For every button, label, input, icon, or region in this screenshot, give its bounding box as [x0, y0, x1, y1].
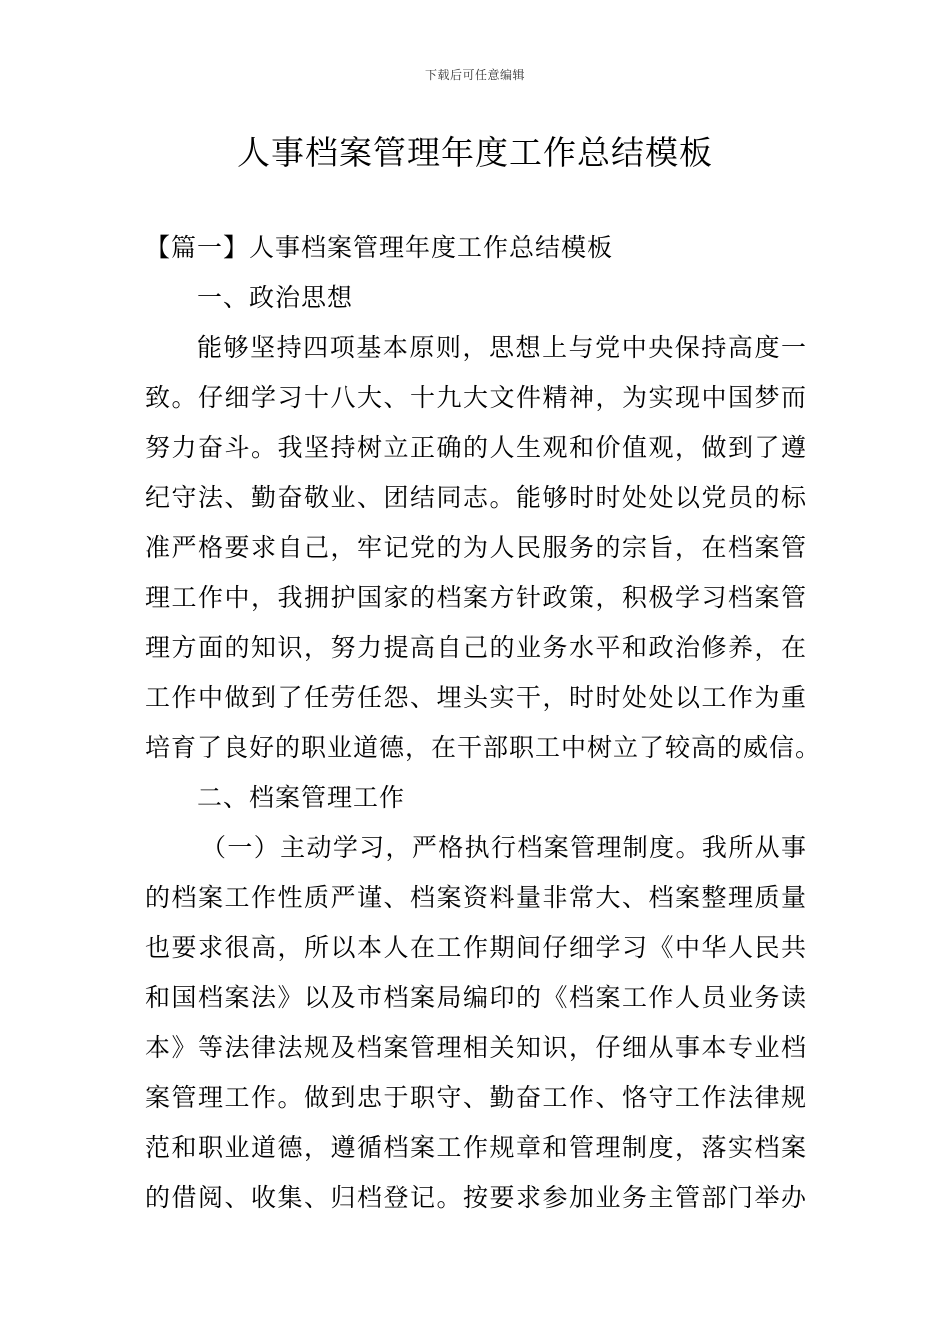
paragraph-line: （一）主动学习，严格执行档案管理制度。我所从事 [201, 833, 807, 862]
paragraph-line: 理方面的知识，努力提高自己的业务水平和政治修养，在 [145, 633, 807, 662]
paragraph-line: 能够坚持四项基本原则，思想上与党中央保持高度一 [197, 333, 807, 362]
document-title: 人事档案管理年度工作总结模板 [237, 133, 713, 172]
subsection-heading: 二、档案管理工作 [197, 783, 406, 812]
paragraph-line: 工作中做到了任劳任怨、埋头实干，时时处处以工作为重 [145, 683, 807, 712]
paragraph-line: 案管理工作。做到忠于职守、勤奋工作、恪守工作法律规 [145, 1083, 807, 1112]
paragraph-line: 的借阅、收集、归档登记。按要求参加业务主管部门举办 [145, 1183, 807, 1212]
paragraph-line: 纪守法、勤奋敬业、团结同志。能够时时处处以党员的标 [145, 483, 807, 512]
paragraph-line: 培育了良好的职业道德，在干部职工中树立了较高的威信。 [145, 733, 822, 762]
paragraph-line: 理工作中，我拥护国家的档案方针政策，积极学习档案管 [145, 583, 807, 612]
paragraph-line: 和国档案法》以及市档案局编印的《档案工作人员业务读 [145, 983, 807, 1012]
paragraph-line: 努力奋斗。我坚持树立正确的人生观和价值观，做到了遵 [145, 433, 807, 462]
header-note: 下载后可任意编辑 [424, 68, 525, 82]
paragraph-line: 范和职业道德，遵循档案工作规章和管理制度，落实档案 [145, 1133, 807, 1162]
section-heading: 【篇一】人事档案管理年度工作总结模板 [145, 233, 614, 262]
paragraph-line: 致。仔细学习十八大、十九大文件精神，为实现中国梦而 [145, 383, 807, 412]
paragraph-line: 的档案工作性质严谨、档案资料量非常大、档案整理质量 [145, 883, 807, 912]
paragraph-line: 准严格要求自己，牢记党的为人民服务的宗旨，在档案管 [145, 533, 807, 562]
subsection-heading: 一、政治思想 [197, 283, 354, 312]
paragraph-line: 本》等法律法规及档案管理相关知识，仔细从事本专业档 [145, 1033, 807, 1062]
paragraph-line: 也要求很高，所以本人在工作期间仔细学习《中华人民共 [145, 933, 807, 962]
